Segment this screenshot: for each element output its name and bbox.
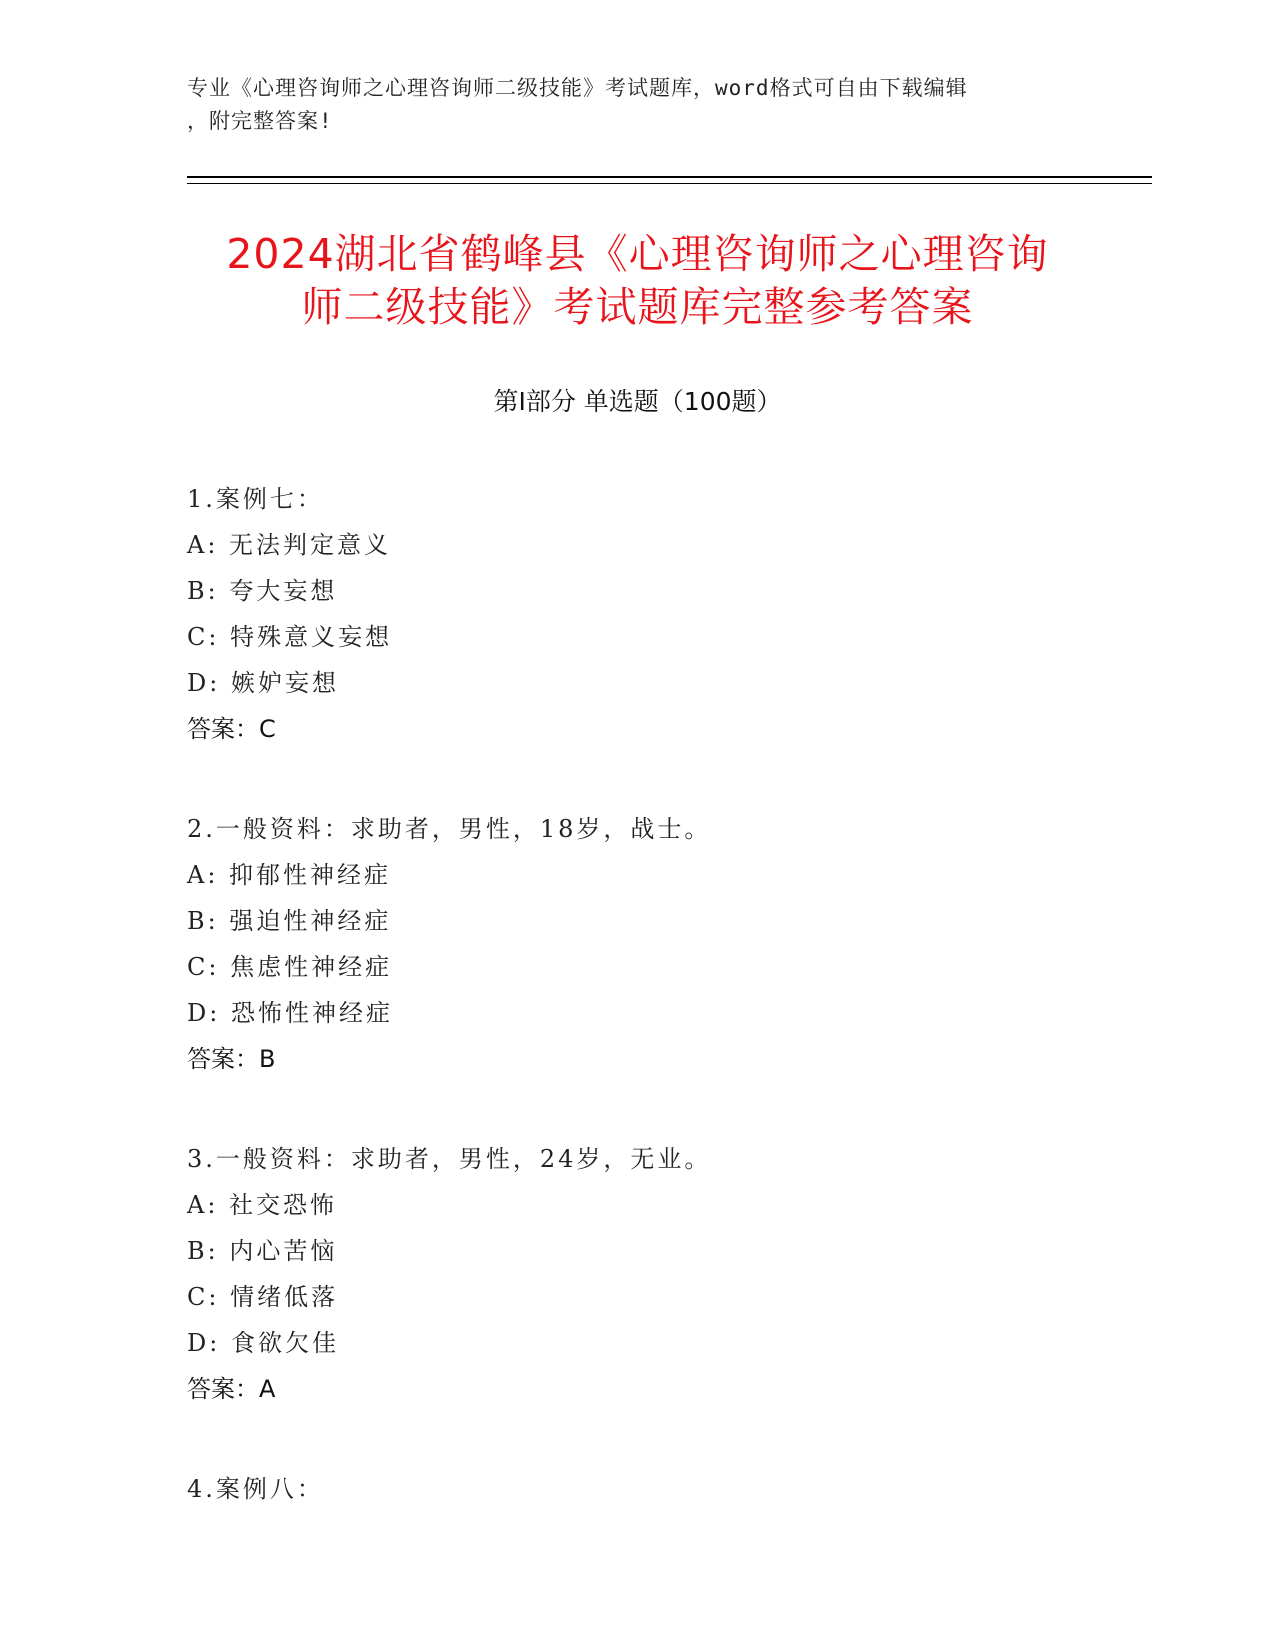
option-c: C: 焦虑性神经症: [187, 953, 393, 981]
title-line-1: 2024湖北省鹤峰县《心理咨询师之心理咨询: [226, 230, 1049, 278]
answer-line: 答案：C: [187, 715, 276, 743]
option-d: D: 食欲欠佳: [187, 1329, 339, 1357]
option-b: B: 强迫性神经症: [187, 907, 392, 935]
option-d: D: 恐怖性神经症: [187, 999, 393, 1027]
option-b: B: 内心苦恼: [187, 1237, 338, 1265]
document-title: [150, 228, 1125, 334]
question-list: [187, 476, 1087, 1566]
answer-line: 答案：B: [187, 1045, 276, 1073]
option-a: A: 社交恐怖: [187, 1191, 338, 1219]
option-a: A: 无法判定意义: [187, 531, 392, 559]
header-divider-thin: [187, 183, 1152, 184]
question-3: [187, 1136, 1087, 1412]
question-stem: 3.一般资料：求助者，男性，24岁，无业。: [187, 1145, 712, 1173]
option-c: C: 情绪低落: [187, 1283, 339, 1311]
title-line-2: 师二级技能》考试题库完整参考答案: [301, 283, 974, 331]
answer-line: 答案：A: [187, 1375, 276, 1403]
question-stem: 2.一般资料：求助者，男性，18岁，战士。: [187, 815, 712, 843]
section-title: 第Ⅰ部分 单选题（100题）: [493, 387, 782, 416]
question-4: [187, 1466, 1087, 1512]
question-2: [187, 806, 1087, 1082]
header-line-2: ，附完整答案!: [187, 109, 333, 133]
option-a: A: 抑郁性神经症: [187, 861, 392, 889]
header-line-1: 专业《心理咨询师之心理咨询师二级技能》考试题库，word格式可自由下载编辑: [187, 76, 968, 100]
option-d: D: 嫉妒妄想: [187, 669, 339, 697]
option-c: C: 特殊意义妄想: [187, 623, 393, 651]
header-divider-thick: [187, 176, 1152, 178]
question-stem: 4.案例八：: [187, 1475, 324, 1503]
question-stem: 1.案例七：: [187, 485, 324, 513]
question-1: [187, 476, 1087, 752]
page-header: [187, 72, 1087, 138]
option-b: B: 夸大妄想: [187, 577, 338, 605]
